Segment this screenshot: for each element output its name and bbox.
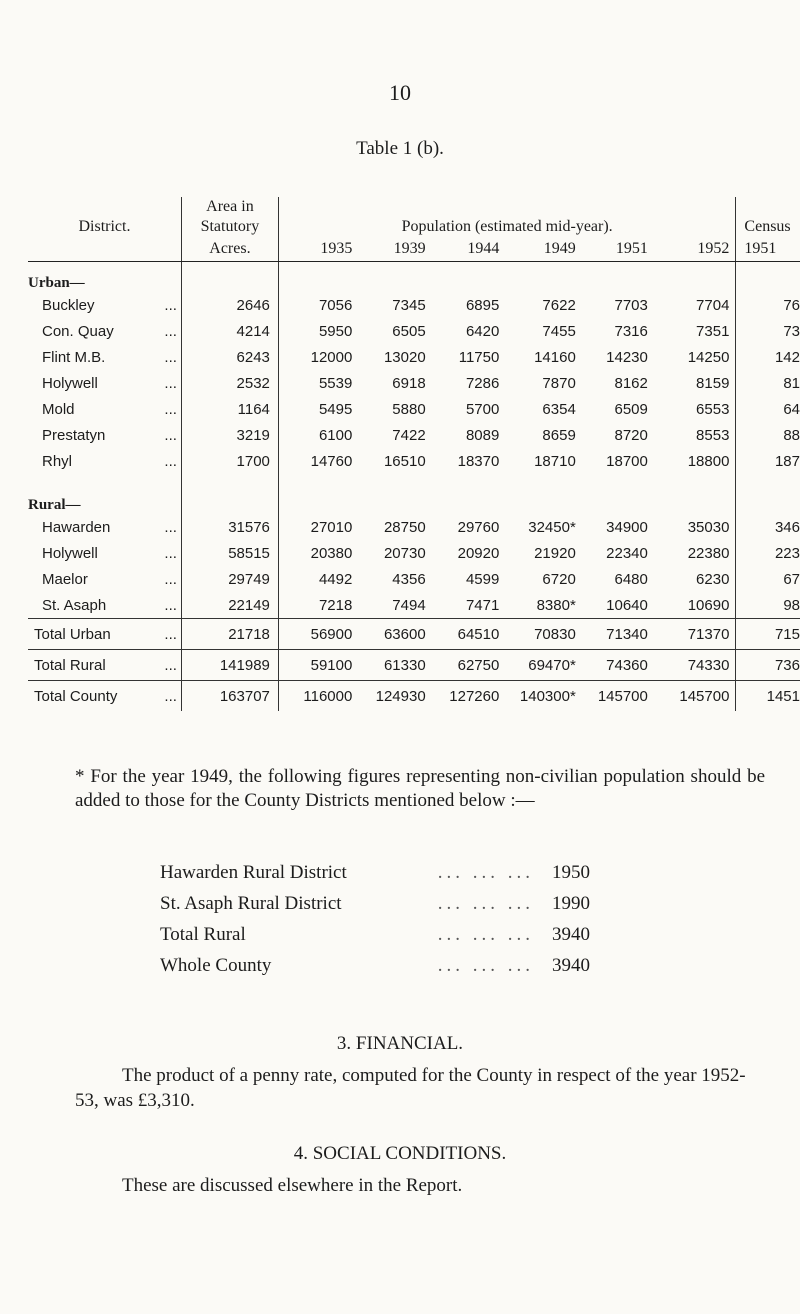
district-name: Rhyl: [42, 452, 73, 470]
district-cell: [28, 396, 181, 422]
population-cell: 70830: [499, 619, 575, 650]
population-cell: 32450*: [528, 518, 576, 536]
row-leader: ...: [164, 518, 177, 536]
population-cell: 6505: [392, 322, 426, 340]
area-cell: 58515: [181, 540, 278, 566]
row-leader: ...: [164, 596, 177, 614]
financial-paragraph: The product of a penny rate, computed for the County in respect of the year 1952-53, was £3,310.: [75, 1065, 746, 1111]
population-cell: 7704: [696, 296, 730, 314]
population-cell: 124930: [358, 681, 425, 712]
population-cell: 74360: [576, 650, 648, 681]
population-cell: 20380: [310, 544, 353, 562]
district-name: St. Asaph: [42, 596, 107, 614]
census-cell: 223: [736, 540, 800, 566]
header-year-1952: 1952: [648, 237, 736, 262]
population-cell: 20920: [457, 544, 500, 562]
population-cell-empty: [278, 474, 736, 484]
population-cell: 8720: [614, 426, 648, 444]
population-cell: 74330: [648, 650, 736, 681]
header-district: District.: [78, 218, 131, 235]
area-cell: 29749: [181, 566, 278, 592]
population-cell: 14250: [687, 348, 730, 366]
population-cell: 6354: [542, 400, 576, 418]
district-name: Total Urban: [34, 625, 111, 643]
census-cell: 1451: [736, 681, 800, 712]
header-area-line2: Statutory: [181, 217, 278, 237]
area-cell-empty: [181, 262, 278, 293]
population-cell: 18700: [606, 452, 648, 470]
population-cell: 127260: [426, 681, 500, 712]
population-cell: 8159: [696, 374, 730, 392]
financial-heading: 3. FINANCIAL.: [336, 1033, 464, 1054]
area-cell: 2532: [181, 370, 278, 396]
population-cell: 62750: [426, 650, 500, 681]
population-cell: 69470*: [499, 650, 575, 681]
area-cell: 3219: [181, 422, 278, 448]
population-cell: 71340: [576, 619, 648, 650]
population-cell: 7218: [318, 596, 353, 614]
footnote-item-label: Total Rural: [160, 924, 246, 945]
district-name: Holywell: [42, 544, 98, 562]
census-cell-empty: [736, 262, 800, 293]
census-cell-empty: [736, 474, 800, 484]
population-table: [28, 197, 800, 711]
population-cell: 7056: [318, 296, 353, 314]
population-cell: 22340: [606, 544, 648, 562]
table-row: [28, 318, 800, 344]
census-cell: 736: [736, 650, 800, 681]
population-cell: 4492: [318, 570, 353, 588]
footnote-leader: ... ... ...: [437, 862, 534, 883]
area-cell: 31576: [181, 514, 278, 540]
header-census-group: Census: [736, 217, 800, 237]
population-cell: 6720: [542, 570, 576, 588]
population-cell: 7471: [465, 596, 500, 614]
population-cell-empty: [278, 262, 736, 293]
header-census-year: 1951: [736, 237, 800, 262]
header-year-1939: 1939: [358, 237, 425, 262]
district-cell: [28, 592, 181, 619]
footnote-list: [160, 862, 590, 986]
population-cell: 6918: [392, 374, 426, 392]
population-cell: 5880: [392, 400, 426, 418]
footnote-item-value: 1950: [552, 862, 590, 883]
header-year-1935: 1935: [278, 237, 358, 262]
area-cell: 4214: [181, 318, 278, 344]
population-cell: 5495: [318, 400, 353, 418]
table-body: [28, 262, 800, 712]
area-cell-empty: [181, 474, 278, 484]
section-header-row: [28, 262, 800, 293]
population-cell: 20730: [383, 544, 426, 562]
census-cell: 67: [736, 566, 800, 592]
population-cell: 14160: [534, 348, 576, 366]
population-cell: 29760: [457, 518, 500, 536]
population-cell: 6230: [696, 570, 730, 588]
population-cell: 7345: [392, 296, 426, 314]
footnote-item: [160, 862, 590, 893]
row-leader: ...: [164, 296, 177, 314]
spacer-row: [28, 474, 800, 484]
spacer-cell: [28, 474, 181, 484]
footnote-item: [160, 955, 590, 986]
population-cell: 7703: [614, 296, 648, 314]
row-leader: ...: [164, 625, 177, 643]
footnote-item-value: 3940: [552, 955, 590, 976]
table-row: [28, 422, 800, 448]
population-cell: 22380: [687, 544, 730, 562]
census-cell: 98: [736, 592, 800, 619]
footnote-leader: ... ... ...: [437, 893, 534, 914]
population-cell: 14760: [310, 452, 353, 470]
area-cell: 1164: [181, 396, 278, 422]
population-cell: 6509: [614, 400, 648, 418]
population-cell: 8162: [614, 374, 648, 392]
table-row: [28, 592, 800, 619]
area-cell: 1700: [181, 448, 278, 474]
row-leader: ...: [164, 374, 177, 392]
population-cell: 7622: [542, 296, 576, 314]
population-cell: 14230: [606, 348, 648, 366]
population-cell: 5700: [465, 400, 500, 418]
row-leader: ...: [164, 452, 177, 470]
population-cell: 18710: [534, 452, 576, 470]
census-cell: 73: [736, 318, 800, 344]
district-cell: [28, 318, 181, 344]
population-cell: 8659: [542, 426, 576, 444]
population-cell: 34900: [606, 518, 648, 536]
population-cell: 5539: [318, 374, 353, 392]
population-cell: 64510: [426, 619, 500, 650]
district-name: Total Rural: [34, 656, 106, 674]
census-cell: 187: [736, 448, 800, 474]
row-leader: ...: [164, 687, 177, 705]
district-cell: [28, 292, 181, 318]
header-area-line3: Acres.: [181, 237, 278, 262]
population-cell: 7455: [542, 322, 576, 340]
census-cell: 88: [736, 422, 800, 448]
population-cell: 140300*: [499, 681, 575, 712]
population-cell: 16510: [383, 452, 426, 470]
population-cell: 116000: [278, 681, 358, 712]
table-row: [28, 370, 800, 396]
population-cell: 13020: [383, 348, 426, 366]
census-cell: 81: [736, 370, 800, 396]
census-cell: 142: [736, 344, 800, 370]
population-cell: 28750: [383, 518, 426, 536]
population-cell: 8553: [696, 426, 730, 444]
table-row: [28, 448, 800, 474]
table-row: [28, 344, 800, 370]
section-label: Urban—: [28, 275, 85, 291]
footnote-item-label: Hawarden Rural District: [160, 862, 347, 883]
district-name: Mold: [42, 400, 75, 418]
population-cell: 56900: [278, 619, 358, 650]
row-leader: ...: [164, 400, 177, 418]
population-cell: 8089: [465, 426, 500, 444]
header-year-1949: 1949: [499, 237, 575, 262]
district-name: Hawarden: [42, 518, 111, 536]
district-cell: [28, 619, 181, 650]
census-cell: 346: [736, 514, 800, 540]
district-cell: [28, 540, 181, 566]
population-cell: 6553: [696, 400, 730, 418]
header-year-1951: 1951: [576, 237, 648, 262]
population-cell: 63600: [358, 619, 425, 650]
area-cell: 141989: [181, 650, 278, 681]
population-cell: 7351: [696, 322, 730, 340]
population-cell: 6480: [614, 570, 648, 588]
district-cell: [28, 370, 181, 396]
page-number: 10: [389, 80, 411, 105]
total-row: [28, 619, 800, 650]
census-cell: 76: [736, 292, 800, 318]
area-cell: 21718: [181, 619, 278, 650]
district-name: Total County: [34, 687, 118, 705]
area-cell: 2646: [181, 292, 278, 318]
district-cell: [28, 422, 181, 448]
row-leader: ...: [164, 322, 177, 340]
population-cell: 7286: [465, 374, 500, 392]
population-cell: 5950: [318, 322, 353, 340]
district-cell: [28, 650, 181, 681]
footnote-item-label: St. Asaph Rural District: [160, 893, 342, 914]
district-name: Buckley: [42, 296, 95, 314]
population-cell: 6100: [318, 426, 353, 444]
population-cell: 61330: [358, 650, 425, 681]
population-cell-empty: [278, 484, 736, 514]
total-row: [28, 681, 800, 712]
header-population-group: Population (estimated mid-year).: [401, 218, 613, 235]
population-cell: 21920: [534, 544, 576, 562]
row-leader: ...: [164, 426, 177, 444]
census-cell: 715: [736, 619, 800, 650]
footnote-text: * For the year 1949, the following figures representing non-civilian population should be added to those for the County Districts mentioned below :—: [75, 766, 765, 811]
population-cell: 7316: [614, 322, 648, 340]
population-cell: 7494: [392, 596, 426, 614]
district-cell: [28, 514, 181, 540]
population-cell: 4599: [465, 570, 500, 588]
district-cell: [28, 448, 181, 474]
district-name: Prestatyn: [42, 426, 106, 444]
footnote-item: [160, 893, 590, 924]
header-year-1944: 1944: [426, 237, 500, 262]
population-cell: 59100: [278, 650, 358, 681]
row-leader: ...: [164, 570, 177, 588]
population-cell: 71370: [648, 619, 736, 650]
population-cell: 145700: [648, 681, 736, 712]
area-cell: 6243: [181, 344, 278, 370]
social-paragraph: These are discussed elsewhere in the Report.: [122, 1175, 463, 1196]
district-name: Maelor: [42, 570, 88, 588]
census-cell-empty: [736, 484, 800, 514]
section-label: Rural—: [28, 497, 81, 513]
population-cell: 8380*: [536, 596, 576, 614]
footnote-leader: ... ... ...: [437, 955, 534, 976]
district-name: Flint M.B.: [42, 348, 106, 366]
population-cell: 6420: [465, 322, 500, 340]
population-cell: 18370: [457, 452, 500, 470]
row-leader: ...: [164, 348, 177, 366]
area-cell-empty: [181, 484, 278, 514]
district-cell: [28, 681, 181, 712]
area-cell: 163707: [181, 681, 278, 712]
census-cell: 64: [736, 396, 800, 422]
population-cell: 145700: [576, 681, 648, 712]
footnote-item-label: Whole County: [160, 955, 272, 976]
district-name: Con. Quay: [42, 322, 114, 340]
table-row: [28, 292, 800, 318]
footnote-item-value: 3940: [552, 924, 590, 945]
table-row: [28, 540, 800, 566]
population-cell: 10640: [606, 596, 648, 614]
social-heading: 4. SOCIAL CONDITIONS.: [293, 1143, 507, 1164]
header-area-line1: Area in: [181, 197, 278, 217]
population-cell: 7422: [392, 426, 426, 444]
table-title: Table 1 (b).: [356, 138, 444, 159]
population-cell: 6895: [465, 296, 500, 314]
section-header-row: [28, 484, 800, 514]
footnote-leader: ... ... ...: [437, 924, 534, 945]
population-cell: 27010: [310, 518, 353, 536]
table-row: [28, 396, 800, 422]
row-leader: ...: [164, 544, 177, 562]
district-cell: [28, 566, 181, 592]
population-cell: 12000: [310, 348, 353, 366]
table-row: [28, 566, 800, 592]
area-cell: 22149: [181, 592, 278, 619]
table-row: [28, 514, 800, 540]
total-row: [28, 650, 800, 681]
footnote-item: [160, 924, 590, 955]
population-cell: 35030: [687, 518, 730, 536]
row-leader: ...: [164, 656, 177, 674]
population-cell: 4356: [392, 570, 426, 588]
population-cell: 10690: [687, 596, 730, 614]
population-cell: 11750: [458, 348, 500, 366]
district-name: Holywell: [42, 374, 98, 392]
population-cell: 7870: [542, 374, 576, 392]
population-table-container: [28, 197, 800, 717]
population-cell: 18800: [687, 452, 730, 470]
footnote-item-value: 1990: [552, 893, 590, 914]
district-cell: [28, 344, 181, 370]
